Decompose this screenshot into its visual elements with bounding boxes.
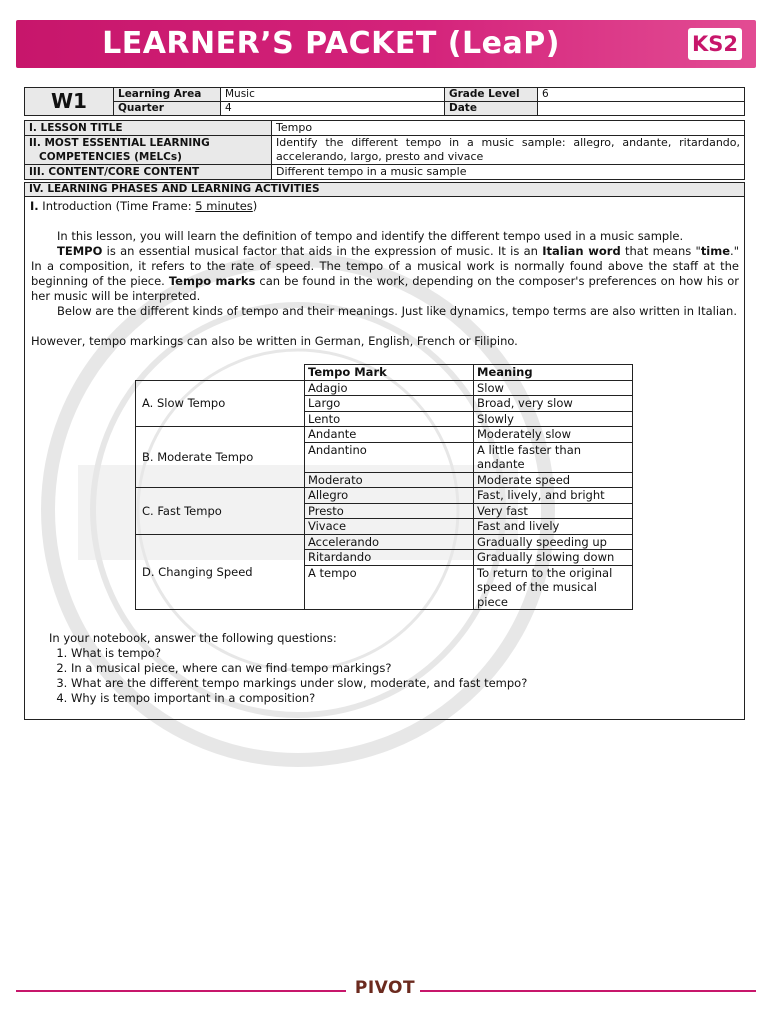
tempo-meaning: Slowly <box>474 411 633 427</box>
introduction-heading <box>25 197 744 216</box>
tempo-meaning: Fast, lively, and bright <box>474 488 633 504</box>
p2-text-3: ." In a composition, it refers to the rate of speed. The tempo of a musical work is normally found above the staff at the beginning of the piece. <box>31 244 739 288</box>
week-label: W1 <box>25 88 114 116</box>
tempo-mark: Largo <box>305 396 474 412</box>
tempo-meaning: Slow <box>474 380 633 396</box>
learning-phases-section <box>24 182 745 720</box>
header-banner <box>16 20 756 68</box>
header-info-table <box>24 87 745 116</box>
lesson-info-table <box>24 120 745 180</box>
key-stage-badge: KS2 <box>688 28 742 60</box>
tempo-mark: Vivace <box>305 519 474 535</box>
tempo-mark: A tempo <box>305 565 474 610</box>
melc-label-line1: II. MOST ESSENTIAL LEARNING <box>29 137 210 149</box>
category-slow: A. Slow Tempo <box>136 380 305 427</box>
content-value: Different tempo in a music sample <box>272 165 745 180</box>
intro-close: ) <box>252 199 258 213</box>
tempo-table <box>135 364 633 610</box>
questions-list <box>49 646 527 706</box>
learning-phases-heading: IV. LEARNING PHASES AND LEARNING ACTIVITIES <box>25 183 744 197</box>
question-item: 2. In a musical piece, where can we find tempo markings? <box>71 661 527 676</box>
pivot-logo: PIVOT <box>354 978 416 998</box>
tempo-mark: Adagio <box>305 380 474 396</box>
date-label: Date <box>445 102 538 116</box>
tempo-mark: Lento <box>305 411 474 427</box>
tempo-mark: Moderato <box>305 472 474 488</box>
category-fast: C. Fast Tempo <box>136 488 305 535</box>
tempo-meaning: Gradually slowing down <box>474 550 633 566</box>
learning-area-value: Music <box>221 88 445 102</box>
italian-word-term: Italian word <box>542 244 621 258</box>
quarter-value: 4 <box>221 102 445 116</box>
intro-label: Introduction (Time Frame: <box>38 199 196 213</box>
lesson-title-value: Tempo <box>272 121 745 136</box>
tempo-mark: Allegro <box>305 488 474 504</box>
p2-text-1: is an essential musical factor that aids in the expression of music. It is an <box>102 244 543 258</box>
melc-value: Identify the different tempo in a music sample: allegro, andante, ritardando, accelerando, largo, presto and vivace <box>272 136 745 165</box>
questions-block <box>49 631 527 706</box>
question-item: 3. What are the different tempo markings under slow, moderate, and fast tempo? <box>71 676 527 691</box>
melc-label-line2: COMPETENCIES (MELCs) <box>39 151 182 163</box>
paragraph-2 <box>31 244 739 304</box>
tempo-meaning: Moderate speed <box>474 472 633 488</box>
intro-time: 5 minutes <box>195 199 253 213</box>
footer-divider-right <box>420 990 756 992</box>
content-label: III. CONTENT/CORE CONTENT <box>25 165 272 180</box>
intro-number: I. <box>30 199 39 213</box>
tempo-meaning: Moderately slow <box>474 427 633 443</box>
paragraph-1: In this lesson, you will learn the definition of tempo and identify the different tempo used in a music sample. <box>57 229 684 243</box>
category-changing: D. Changing Speed <box>136 534 305 610</box>
tempo-meaning: To return to the original speed of the musical piece <box>474 565 633 610</box>
questions-intro: In your notebook, answer the following questions: <box>49 631 337 645</box>
tempo-mark: Presto <box>305 503 474 519</box>
paragraph-3: Below are the different kinds of tempo and their meanings. Just like dynamics, tempo terms are also written in Italian. <box>57 304 738 318</box>
grade-level-value: 6 <box>538 88 745 102</box>
paragraph-4: However, tempo markings can also be written in German, English, French or Filipino. <box>31 334 518 348</box>
meaning-header: Meaning <box>474 365 633 381</box>
p2-text-2: that means " <box>620 244 701 258</box>
tempo-meaning: A little faster than andante <box>474 442 633 472</box>
tempo-meaning: Fast and lively <box>474 519 633 535</box>
tempo-marks-term: Tempo marks <box>168 274 256 288</box>
question-item: 4. Why is tempo important in a composition? <box>71 691 527 706</box>
tempo-mark: Andantino <box>305 442 474 472</box>
page-title: LEARNER’S PACKET (LeaP) <box>102 26 560 61</box>
learning-area-label: Learning Area <box>114 88 221 102</box>
tempo-mark: Andante <box>305 427 474 443</box>
tempo-mark: Ritardando <box>305 550 474 566</box>
footer-divider-left <box>16 990 346 992</box>
tempo-term: TEMPO <box>57 244 103 258</box>
grade-level-label: Grade Level <box>445 88 538 102</box>
p2-text-4: can be found in the work, depending on the composer's preferences on how his or her music will be interpreted. <box>31 274 739 303</box>
tempo-table-corner <box>136 365 305 381</box>
quarter-label: Quarter <box>114 102 221 116</box>
tempo-mark: Accelerando <box>305 534 474 550</box>
question-item: 1. What is tempo? <box>71 646 527 661</box>
tempo-meaning: Broad, very slow <box>474 396 633 412</box>
category-moderate: B. Moderate Tempo <box>136 427 305 488</box>
melc-label <box>25 136 272 165</box>
tempo-mark-header: Tempo Mark <box>305 365 474 381</box>
time-term: time <box>700 244 731 258</box>
lesson-title-label: I. LESSON TITLE <box>25 121 272 136</box>
date-value <box>538 102 745 116</box>
tempo-meaning: Very fast <box>474 503 633 519</box>
tempo-meaning: Gradually speeding up <box>474 534 633 550</box>
